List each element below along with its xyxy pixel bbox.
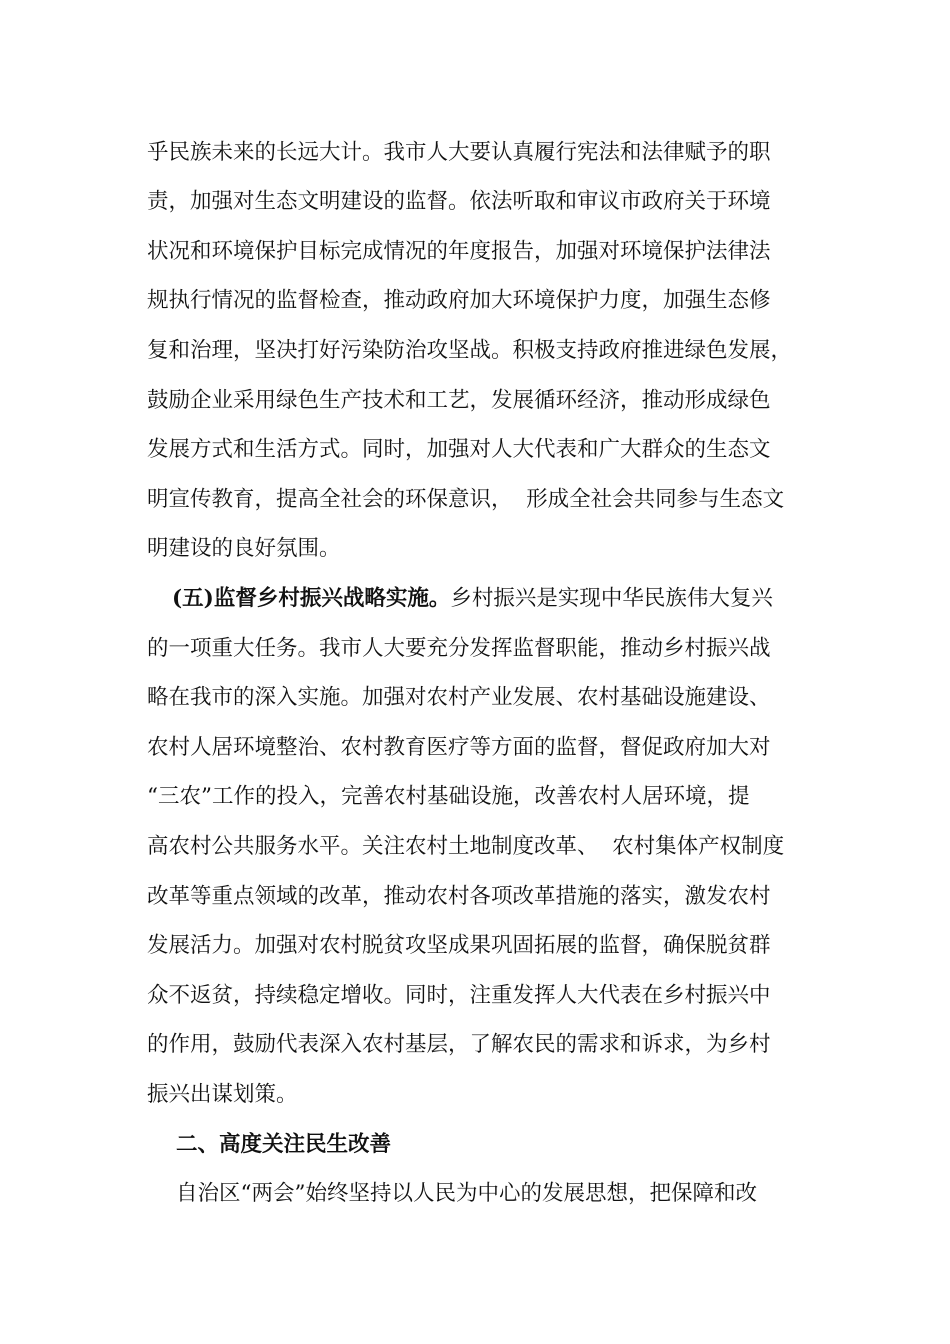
paragraph-first-line: 自治区“两会”始终坚持以人民为中心的发展思想，把保障和改 <box>176 1181 757 1206</box>
body-text-line: 责，加强对生态文明建设的监督。依法听取和审议市政府关于环境 <box>147 189 771 214</box>
body-text-line: 状况和环境保护目标完成情况的年度报告，加强对环境保护法律法 <box>147 239 771 264</box>
body-text-line: 乎民族未来的长远大计。我市人大要认真履行宪法和法律赋予的职 <box>147 140 771 165</box>
body-text-line: 明建设的良好氛围。 <box>147 536 341 561</box>
body-text-line: 规执行情况的监督检查，推动政府加大环境保护力度，加强生态修 <box>147 288 771 313</box>
body-text-line: 明宣传教育，提高全社会的环保意识， 形成全社会共同参与生态文 <box>147 487 785 512</box>
body-text-line: 略在我市的深入实施。加强对农村产业发展、农村基础设施建设、 <box>147 685 771 710</box>
body-text-line: 振兴出谋划策。 <box>147 1082 298 1107</box>
body-text-line: 鼓励企业采用绿色生产技术和工艺，发展循环经济，推动形成绿色 <box>147 388 771 413</box>
body-text-line: “三农”工作的投入，完善农村基础设施，改善农村人居环境，提 <box>147 784 750 809</box>
body-text-line: 发展方式和生活方式。同时，加强对人大代表和广大群众的生态文 <box>147 437 771 462</box>
body-text-line: 众不返贫，持续稳定增收。同时，注重发挥人大代表在乡村振兴中 <box>147 983 771 1008</box>
body-text-line: 高农村公共服务水平。关注农村土地制度改革、 农村集体产权制度 <box>147 834 785 859</box>
paragraph-first-line-text: 乡村振兴是实现中华民族伟大复兴 <box>450 586 773 611</box>
paragraph-first-line <box>172 582 837 616</box>
body-text-line: 的作用，鼓励代表深入农村基层，了解农民的需求和诉求，为乡村 <box>147 1032 771 1057</box>
body-text-line: 农村人居环境整治、农村教育医疗等方面的监督，督促政府加大对 <box>147 735 771 760</box>
body-text-line: 的一项重大任务。我市人大要充分发挥监督职能，推动乡村振兴战 <box>147 636 771 661</box>
body-text-line: 复和治理，坚决打好污染防治攻坚战。积极支持政府推进绿色发展， <box>147 338 793 363</box>
body-text-line: 发展活力。加强对农村脱贫攻坚成果巩固拓展的监督，确保脱贫群 <box>147 933 771 958</box>
subsection-heading: (五)监督乡村振兴战略实施。 <box>172 586 451 611</box>
section-heading: 二、高度关注民生改善 <box>176 1132 392 1157</box>
body-text-line: 改革等重点领域的改革，推动农村各项改革措施的落实，激发农村 <box>147 884 771 909</box>
